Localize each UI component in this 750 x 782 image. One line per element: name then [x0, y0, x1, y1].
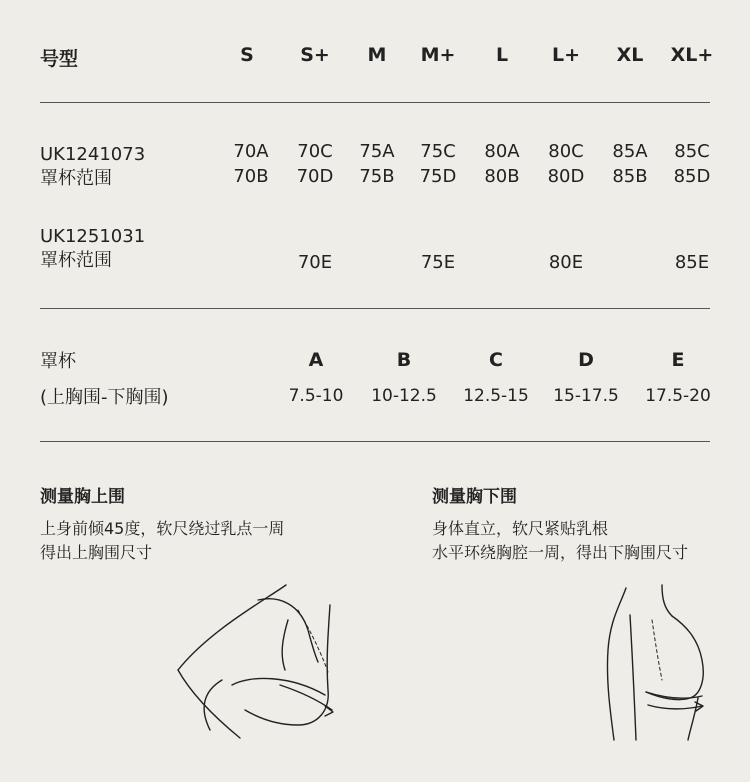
row1-caption: 罩杯范围 — [40, 168, 112, 189]
table-cell: 70A — [233, 141, 269, 162]
row1-model: UK1241073 — [40, 144, 146, 165]
cup-b: B — [396, 349, 412, 371]
table-cell: 70E — [297, 252, 333, 273]
size-xl-plus: XL+ — [670, 44, 714, 66]
range-d: 15-17.5 — [553, 386, 619, 406]
divider — [40, 102, 710, 103]
table-cell: 80B — [484, 166, 520, 187]
range-c: 12.5-15 — [463, 386, 529, 406]
under-bust-title: 测量胸下围 — [432, 487, 517, 507]
upper-bust-text — [40, 517, 284, 565]
under-bust-line2: 水平环绕胸腔一周，得出下胸围尺寸 — [432, 543, 689, 562]
table-cell: 75D — [419, 166, 457, 187]
row2-model: UK1251031 — [40, 226, 146, 247]
size-m: M — [367, 44, 387, 66]
table-cell: 85A — [612, 141, 648, 162]
table-cell: 85E — [674, 252, 710, 273]
cup-label: 罩杯 — [40, 351, 76, 372]
table-cell: 85B — [612, 166, 648, 187]
table-cell: 85D — [673, 166, 711, 187]
cup-a: A — [308, 349, 324, 371]
table-cell: 85C — [674, 141, 710, 162]
upper-bust-line1: 上身前倾45度，软尺绕过乳点一周 — [40, 519, 285, 538]
size-header-label: 号型 — [40, 48, 79, 70]
divider — [40, 441, 710, 442]
row2-caption: 罩杯范围 — [40, 250, 112, 271]
table-cell: 80E — [548, 252, 584, 273]
table-cell: 70B — [233, 166, 269, 187]
cup-sublabel: (上胸围-下胸围) — [40, 387, 169, 408]
size-s: S — [240, 44, 254, 66]
range-e: 17.5-20 — [645, 386, 711, 406]
upper-bust-illustration — [170, 580, 360, 750]
under-bust-illustration — [590, 580, 720, 750]
size-m-plus: M+ — [420, 44, 456, 66]
table-cell: 70C — [297, 141, 333, 162]
cup-d: D — [578, 349, 594, 371]
under-bust-line1: 身体直立，软尺紧贴乳根 — [432, 519, 609, 538]
table-cell: 70D — [296, 166, 334, 187]
range-b: 10-12.5 — [371, 386, 437, 406]
table-cell: 75B — [359, 166, 395, 187]
size-l: L — [495, 44, 509, 66]
range-a: 7.5-10 — [288, 386, 344, 406]
table-cell: 75E — [420, 252, 456, 273]
cup-c: C — [489, 349, 503, 371]
cup-e: E — [671, 349, 685, 371]
upper-bust-title: 测量胸上围 — [40, 487, 125, 507]
size-xl: XL — [616, 44, 644, 66]
upper-bust-line2: 得出上胸围尺寸 — [40, 543, 153, 562]
divider — [40, 308, 710, 309]
size-l-plus: L+ — [551, 44, 581, 66]
table-cell: 80D — [547, 166, 585, 187]
table-cell: 80C — [548, 141, 584, 162]
table-cell: 75C — [420, 141, 456, 162]
table-cell: 80A — [484, 141, 520, 162]
table-cell: 75A — [359, 141, 395, 162]
size-s-plus: S+ — [300, 44, 330, 66]
under-bust-text — [432, 517, 688, 565]
